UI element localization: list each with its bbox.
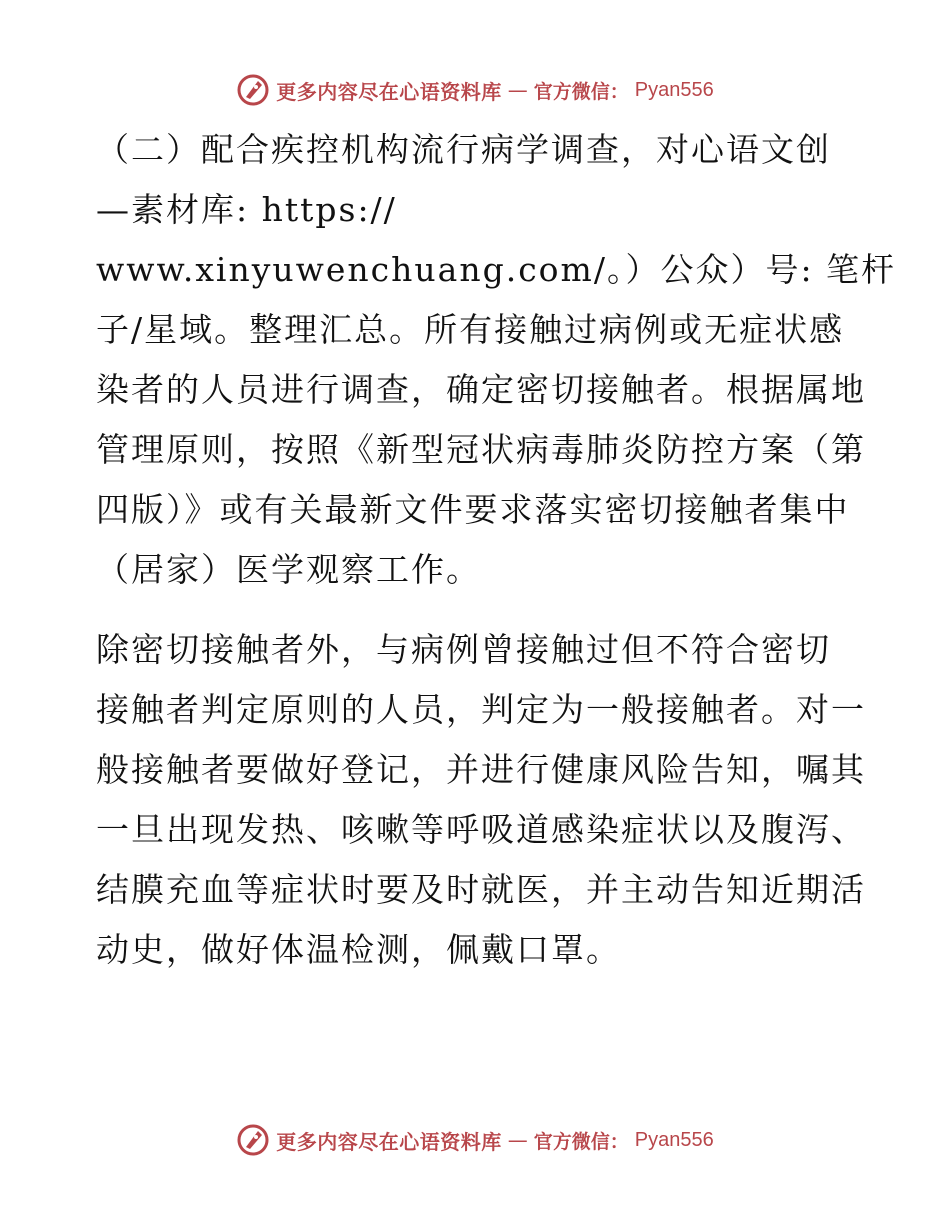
banner-wechat-id: Pyan556 bbox=[634, 1128, 714, 1151]
header-banner bbox=[0, 70, 950, 110]
text-line: 般接触者要做好登记，并进行健康风险告知，嘱其 bbox=[96, 750, 866, 789]
text-line: 接触者判定原则的人员，判定为一般接触者。对一 bbox=[96, 690, 866, 729]
text-line: —素材库: https:// bbox=[96, 190, 397, 229]
text-line: 管理原则，按照《新型冠状病毒肺炎防控方案（第 bbox=[96, 430, 866, 469]
text-line: 除密切接触者外，与病例曾接触过但不符合密切 bbox=[96, 630, 831, 669]
text-line: （居家）医学观察工作。 bbox=[96, 550, 481, 589]
text-line: 结膜充血等症状时要及时就医，并主动告知近期活 bbox=[96, 870, 866, 909]
banner-brand-text: 更多内容尽在心语资料库 bbox=[276, 1129, 502, 1154]
banner-separator: — bbox=[507, 78, 528, 102]
banner-separator: — bbox=[507, 1128, 528, 1152]
text-line: 一旦出现发热、咳嗽等呼吸道感染症状以及腹泻、 bbox=[96, 810, 866, 849]
paragraph-1 bbox=[96, 120, 897, 600]
text-line: 子/星域。整理汇总。所有接触过病例或无症状感 bbox=[96, 310, 845, 349]
banner-wechat-label: 官方微信： bbox=[533, 80, 629, 103]
footer-banner bbox=[0, 1120, 950, 1160]
paragraph-2 bbox=[96, 620, 866, 980]
document-body bbox=[96, 120, 897, 980]
text-line: 四版）》或有关最新文件要求落实密切接触者集中 bbox=[96, 490, 850, 529]
text-line: （二）配合疾控机构流行病学调查，对心语文创 bbox=[96, 130, 831, 169]
banner-wechat-label: 官方微信： bbox=[533, 1130, 629, 1153]
text-line: 染者的人员进行调查，确定密切接触者。根据属地 bbox=[96, 370, 866, 409]
text-line: www.xinyuwenchuang.com/。）公众）号: 笔杆 bbox=[96, 250, 897, 289]
banner-brand-text: 更多内容尽在心语资料库 bbox=[276, 79, 502, 104]
pen-nib-logo-icon bbox=[236, 73, 270, 107]
text-line: 动史，做好体温检测，佩戴口罩。 bbox=[96, 930, 621, 969]
pen-nib-logo-icon bbox=[236, 1123, 270, 1157]
banner-wechat-id: Pyan556 bbox=[634, 78, 714, 101]
